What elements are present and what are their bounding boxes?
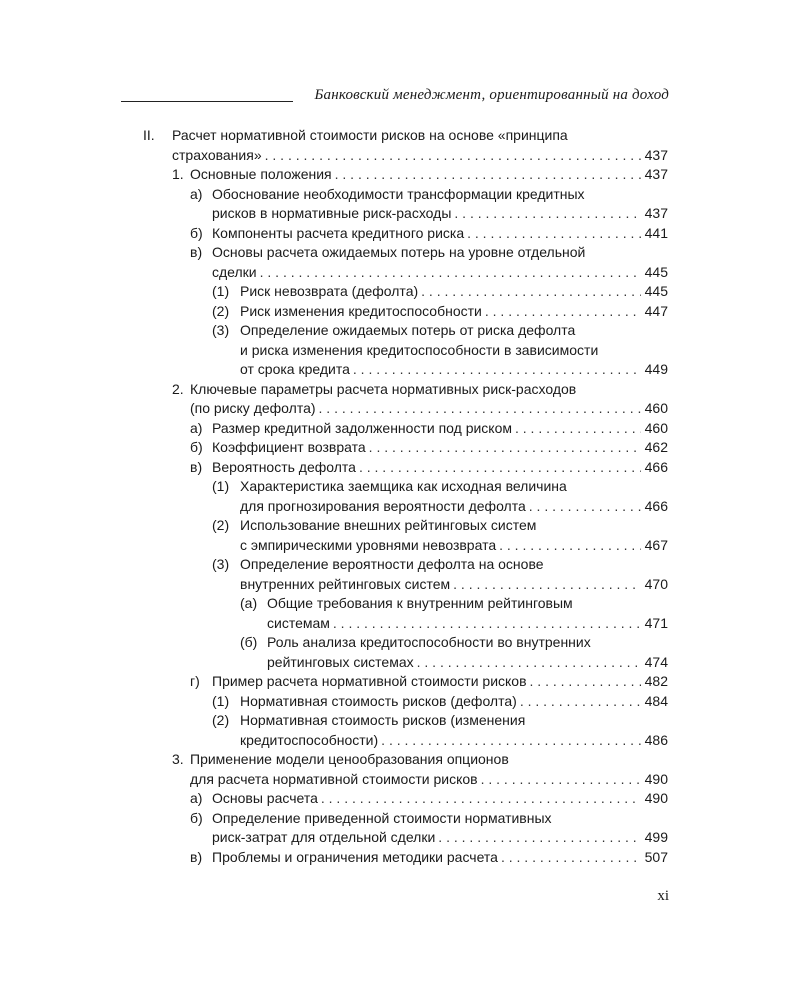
dot-leader bbox=[321, 789, 641, 809]
dot-leader bbox=[515, 419, 641, 439]
dot-leader bbox=[454, 204, 640, 224]
dot-leader bbox=[417, 653, 641, 673]
toc-entry-text: Обоснование необходимости трансформации кредитных bbox=[212, 185, 585, 202]
toc-line bbox=[172, 146, 668, 166]
dot-leader bbox=[453, 575, 640, 595]
dot-leader bbox=[359, 458, 641, 478]
toc-page-number: 447 bbox=[644, 302, 668, 319]
toc-line bbox=[190, 224, 668, 244]
toc-entry-text: Основы расчета bbox=[212, 790, 318, 806]
toc-entry-text: Расчет нормативной стоимости рисков на основе «принципа bbox=[172, 127, 568, 143]
toc-line bbox=[212, 302, 668, 322]
toc-entry-number: б) bbox=[190, 439, 203, 455]
toc-line bbox=[212, 692, 668, 712]
toc-entry-number: 2. bbox=[172, 380, 184, 397]
dot-leader bbox=[333, 614, 641, 634]
toc-line bbox=[190, 809, 668, 829]
toc-page-number: 486 bbox=[644, 731, 668, 748]
toc-line bbox=[212, 282, 668, 302]
toc-entry-number: (а) bbox=[240, 595, 258, 611]
toc-entry-text: Применение модели ценообразования опционов bbox=[190, 751, 509, 767]
toc-page-number: 460 bbox=[644, 419, 668, 436]
toc-line bbox=[190, 789, 668, 809]
toc-page-number: 445 bbox=[644, 263, 668, 280]
toc-entry-text: и риска изменения кредитоспособности в зависимости bbox=[240, 341, 599, 358]
toc-entry-text: от срока кредита bbox=[240, 361, 350, 377]
toc-page-number: 470 bbox=[644, 575, 668, 592]
toc-entry-text: сделки bbox=[212, 263, 257, 280]
toc-entry-text: системам bbox=[267, 614, 330, 631]
toc-entry-text: с эмпирическими уровнями невозврата bbox=[240, 536, 497, 553]
dot-leader bbox=[319, 399, 641, 419]
toc-page-number: 482 bbox=[644, 673, 668, 689]
toc-page-number: 507 bbox=[644, 848, 668, 865]
toc-page-number: 467 bbox=[644, 536, 668, 553]
dot-leader bbox=[485, 302, 641, 322]
toc-page-number: 445 bbox=[644, 283, 668, 299]
toc-entry-text: Риск невозврата (дефолта) bbox=[240, 283, 419, 299]
toc-line bbox=[172, 165, 668, 185]
toc-page-number: 474 bbox=[644, 653, 668, 670]
toc-line bbox=[190, 185, 668, 205]
toc-line bbox=[212, 263, 668, 283]
toc-entry-number: г) bbox=[190, 673, 200, 689]
dot-leader bbox=[481, 770, 641, 790]
toc-entry-text: Характеристика заемщика как исходная величина bbox=[240, 478, 567, 494]
toc-line bbox=[240, 360, 668, 380]
toc-page-number: 490 bbox=[644, 790, 668, 806]
dot-leader bbox=[438, 828, 640, 848]
toc-entry-number: 1. bbox=[172, 166, 184, 182]
dot-leader bbox=[381, 731, 640, 751]
toc-entry-text: Нормативная стоимость рисков (дефолта) bbox=[240, 692, 517, 709]
dot-leader bbox=[353, 360, 641, 380]
toc-entry-text: Основы расчета ожидаемых потерь на уровне отдельной bbox=[212, 244, 586, 260]
dot-leader bbox=[421, 282, 641, 302]
toc-entry-number: в) bbox=[190, 458, 203, 475]
dot-leader bbox=[530, 672, 641, 692]
toc-entry-number: (3) bbox=[212, 556, 230, 572]
toc-entry-number: б) bbox=[190, 809, 203, 826]
toc-line bbox=[212, 516, 668, 536]
toc-page-number: 437 bbox=[644, 205, 668, 221]
running-header: Банковский менеджмент, ориентированный на доход bbox=[314, 87, 669, 103]
toc-entry-number: (2) bbox=[212, 302, 230, 319]
toc-line bbox=[190, 848, 668, 868]
toc-entry-text: Компоненты расчета кредитного риска bbox=[212, 224, 465, 241]
toc-page-number: 466 bbox=[644, 497, 668, 514]
toc-entry-number: а) bbox=[190, 790, 203, 806]
toc-entry-text: Использование внешних рейтинговых систем bbox=[240, 517, 537, 533]
header-rule bbox=[121, 101, 293, 102]
toc-entry-text: Роль анализа кредитоспособности во внутренних bbox=[267, 634, 591, 650]
toc-entry-text: внутренних рейтинговых систем bbox=[240, 575, 451, 592]
dot-leader bbox=[265, 146, 641, 166]
toc-line bbox=[240, 497, 668, 517]
toc-page-number: 499 bbox=[644, 829, 668, 845]
dot-leader bbox=[520, 692, 641, 712]
toc-entry-text: Ключевые параметры расчета нормативных риск-расходов bbox=[190, 380, 577, 397]
toc-line bbox=[190, 243, 668, 263]
toc-line bbox=[190, 770, 668, 790]
toc-entry-text: Коэффициент возврата bbox=[212, 439, 366, 455]
toc-entry-number: а) bbox=[190, 419, 203, 436]
toc-entry-text: Определение вероятности дефолта на основе bbox=[240, 556, 544, 572]
toc-line bbox=[212, 477, 668, 497]
toc-line bbox=[267, 653, 668, 673]
toc-entry-text: страхования» bbox=[172, 146, 262, 163]
toc-line bbox=[267, 614, 668, 634]
toc-page-number: 462 bbox=[644, 439, 668, 455]
toc-page-number: 460 bbox=[644, 400, 668, 416]
toc-page-number: 466 bbox=[644, 458, 668, 475]
page-number: xi bbox=[657, 888, 669, 904]
toc-entry-text: Вероятность дефолта bbox=[212, 458, 356, 475]
toc-page-number: 437 bbox=[644, 146, 668, 163]
toc-entry-number: (1) bbox=[212, 692, 230, 709]
toc-page-number: 484 bbox=[644, 692, 668, 709]
toc-line bbox=[190, 399, 668, 419]
toc-entry-text: для расчета нормативной стоимости рисков bbox=[190, 770, 478, 787]
toc-entry-text: Нормативная стоимость рисков (изменения bbox=[240, 712, 526, 728]
toc-page-number: 471 bbox=[644, 614, 668, 631]
dot-leader bbox=[529, 497, 641, 517]
toc-page-number: 490 bbox=[644, 770, 668, 787]
toc-line bbox=[240, 341, 668, 361]
toc-line bbox=[212, 321, 668, 341]
toc-line bbox=[172, 750, 668, 770]
toc-entry-number: (1) bbox=[212, 478, 230, 494]
toc-entry-number: в) bbox=[190, 848, 203, 865]
toc-line bbox=[212, 204, 668, 224]
dot-leader bbox=[467, 224, 641, 244]
toc-line bbox=[190, 672, 668, 692]
toc-entry-text: Проблемы и ограничения методики расчета bbox=[212, 848, 498, 865]
dot-leader bbox=[501, 848, 641, 868]
toc-line bbox=[240, 633, 668, 653]
toc-page-number: 441 bbox=[644, 224, 668, 241]
toc-entry-text: Общие требования к внутренним рейтинговым bbox=[267, 595, 573, 611]
toc-line bbox=[240, 575, 668, 595]
toc-line bbox=[212, 828, 668, 848]
toc-entry-text: кредитоспособности) bbox=[240, 731, 379, 748]
toc-entry-number: в) bbox=[190, 244, 203, 260]
toc-entry-number: (3) bbox=[212, 322, 230, 338]
toc-entry-number: (1) bbox=[212, 283, 230, 299]
toc-entry-number: (2) bbox=[212, 517, 230, 533]
toc-line bbox=[212, 555, 668, 575]
toc-entry-text: Основные положения bbox=[190, 166, 332, 182]
toc-line bbox=[240, 731, 668, 751]
toc-line bbox=[240, 594, 668, 614]
toc-entry-text: для прогнозирования вероятности дефолта bbox=[240, 497, 526, 514]
toc-entry-number: II. bbox=[143, 127, 155, 143]
dot-leader bbox=[499, 536, 641, 556]
toc-entry-number: (б) bbox=[240, 634, 258, 650]
toc-entry-number: 3. bbox=[172, 751, 184, 767]
toc-entry-text: (по риску дефолта) bbox=[190, 400, 316, 416]
toc-line bbox=[212, 711, 668, 731]
toc-line bbox=[172, 380, 668, 400]
toc-line bbox=[190, 438, 668, 458]
toc-page-number: 437 bbox=[644, 166, 668, 182]
toc-entry-text: Пример расчета нормативной стоимости рисков bbox=[212, 673, 527, 689]
toc-entry-number: б) bbox=[190, 224, 203, 241]
dot-leader bbox=[335, 165, 641, 185]
dot-leader bbox=[260, 263, 641, 283]
toc-entry-text: риск-затрат для отдельной сделки bbox=[212, 829, 436, 845]
toc-entry-text: Определение приведенной стоимости нормативных bbox=[212, 809, 552, 826]
toc-entry-text: рисков в нормативные риск-расходы bbox=[212, 205, 452, 221]
toc-line bbox=[190, 458, 668, 478]
dot-leader bbox=[369, 438, 641, 458]
toc-line bbox=[190, 419, 668, 439]
toc-entry-number: (2) bbox=[212, 712, 230, 728]
toc-entry-text: Определение ожидаемых потерь от риска дефолта bbox=[240, 322, 576, 338]
toc-entry-text: Размер кредитной задолженности под риском bbox=[212, 419, 512, 436]
toc-entry-number: а) bbox=[190, 185, 203, 202]
toc-line bbox=[240, 536, 668, 556]
toc-line bbox=[143, 126, 668, 146]
toc-entry-text: рейтинговых системах bbox=[267, 653, 414, 670]
toc-page-number: 449 bbox=[644, 361, 668, 377]
toc-entry-text: Риск изменения кредитоспособности bbox=[240, 302, 482, 319]
